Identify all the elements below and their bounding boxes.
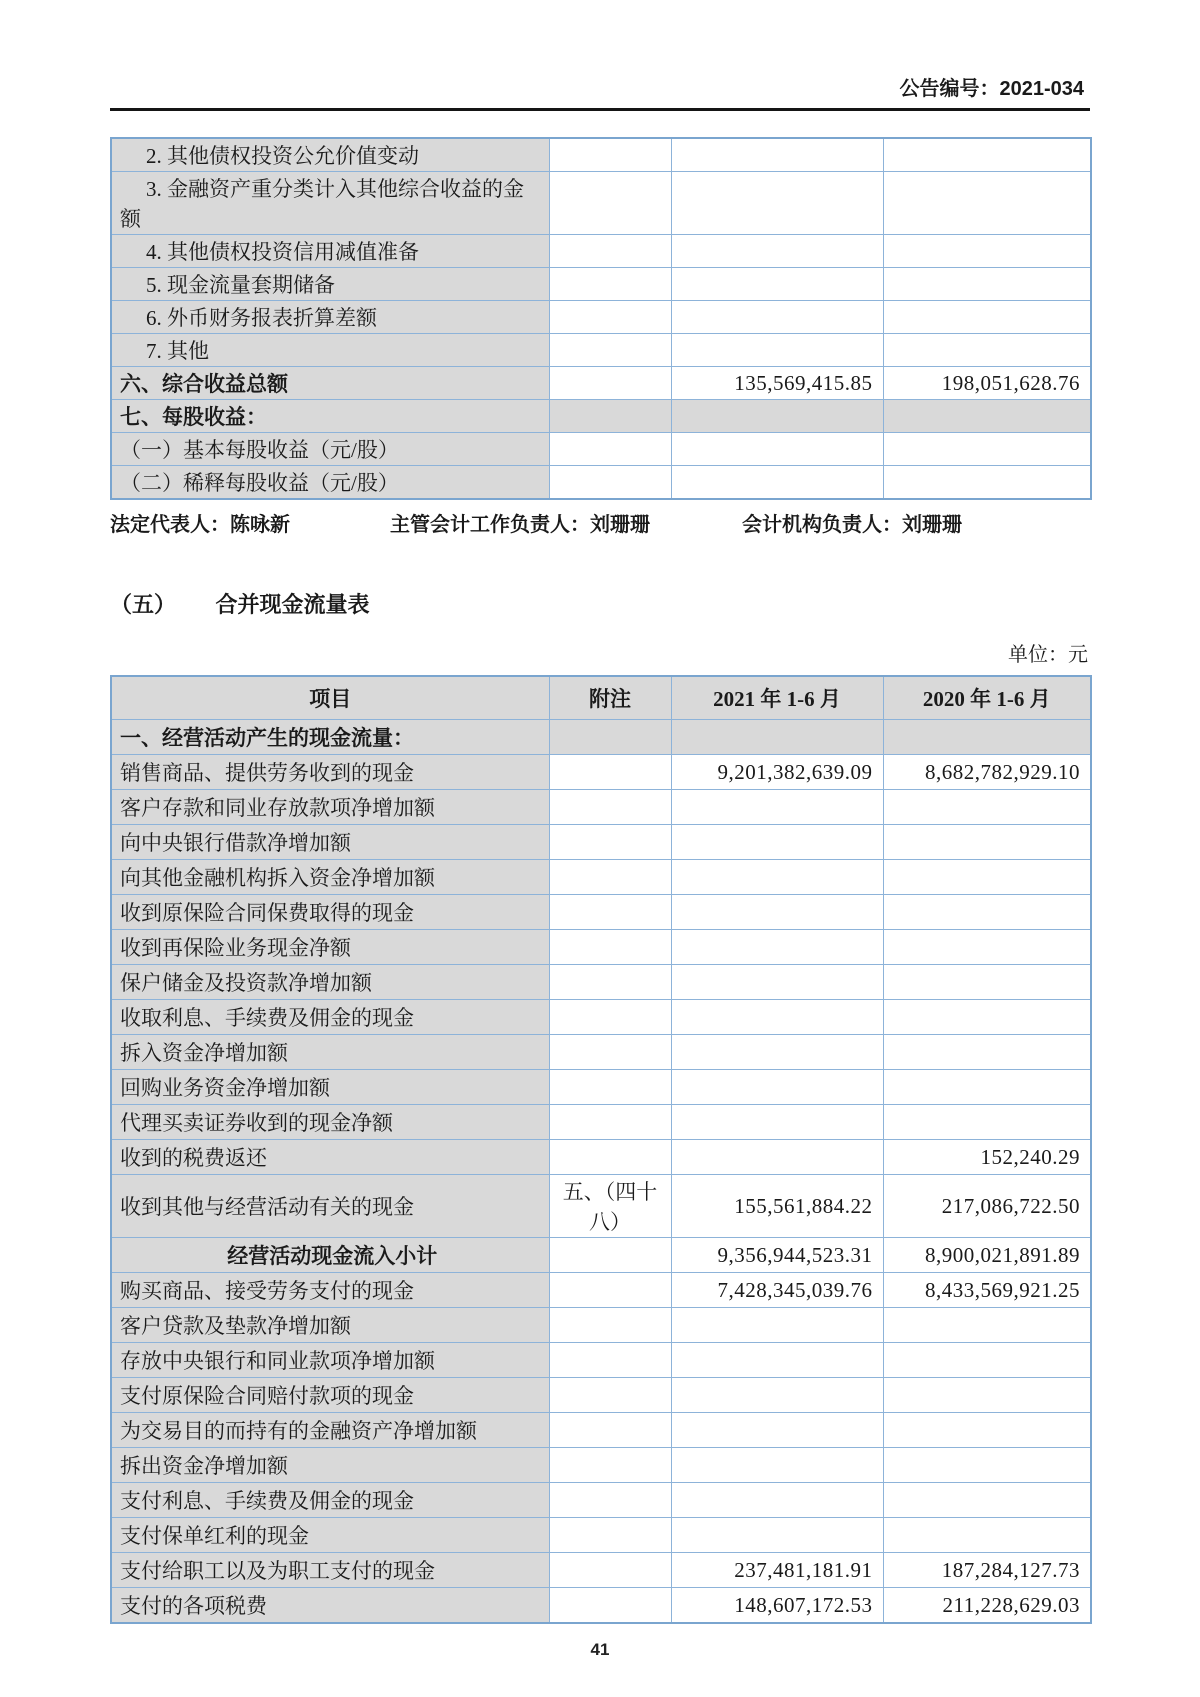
value-cell-2020: 217,086,722.50: [883, 1175, 1091, 1238]
value-cell-2020: 187,284,127.73: [883, 1553, 1091, 1588]
table-row: [111, 1588, 1091, 1624]
value-cell-2020: [883, 825, 1091, 860]
table-row: [111, 301, 1091, 334]
value-cell-2021: [671, 400, 883, 433]
value-cell-2021: [671, 930, 883, 965]
note-cell: [549, 466, 671, 500]
note-cell: [549, 1140, 671, 1175]
value-cell-2021: [671, 965, 883, 1000]
note-cell: [549, 895, 671, 930]
value-cell-2020: [883, 720, 1091, 755]
note-cell: [549, 965, 671, 1000]
note-cell: [549, 755, 671, 790]
unit-label: 单位：元: [1008, 644, 1088, 666]
value-cell-2021: [671, 235, 883, 268]
table-row: [111, 1105, 1091, 1140]
note-cell: [549, 400, 671, 433]
column-header: 项目: [111, 676, 549, 720]
note-cell: [549, 334, 671, 367]
value-cell-2020: [883, 965, 1091, 1000]
item-cell: （一）基本每股收益（元/股）: [111, 433, 549, 466]
note-cell: 五、（四十八）: [549, 1175, 671, 1238]
item-cell: 拆出资金净增加额: [111, 1448, 549, 1483]
value-cell-2020: [883, 1378, 1091, 1413]
note-cell: [549, 1343, 671, 1378]
value-cell-2021: [671, 433, 883, 466]
value-cell-2021: [671, 1413, 883, 1448]
value-cell-2020: [883, 138, 1091, 172]
section-title: [110, 590, 1090, 620]
value-cell-2021: [671, 1105, 883, 1140]
note-cell: [549, 172, 671, 235]
header-row: [111, 676, 1091, 720]
note-cell: [549, 720, 671, 755]
value-cell-2020: [883, 1035, 1091, 1070]
note-cell: [549, 1448, 671, 1483]
item-cell: 支付利息、手续费及佣金的现金: [111, 1483, 549, 1518]
value-cell-2021: 155,561,884.22: [671, 1175, 883, 1238]
value-cell-2020: 8,433,569,921.25: [883, 1273, 1091, 1308]
column-header: 2021 年 1-6 月: [671, 676, 883, 720]
value-cell-2020: [883, 1000, 1091, 1035]
value-cell-2020: 8,900,021,891.89: [883, 1238, 1091, 1273]
note-cell: [549, 367, 671, 400]
item-cell: 收到的税费返还: [111, 1140, 549, 1175]
value-cell-2020: [883, 235, 1091, 268]
note-cell: [549, 301, 671, 334]
item-cell: 拆入资金净增加额: [111, 1035, 549, 1070]
note-cell: [549, 1483, 671, 1518]
table-row: [111, 138, 1091, 172]
value-cell-2020: [883, 895, 1091, 930]
value-cell-2020: [883, 400, 1091, 433]
table-row: [111, 1035, 1091, 1070]
table-row: [111, 334, 1091, 367]
note-cell: [549, 138, 671, 172]
note-cell: [549, 825, 671, 860]
table-row: [111, 433, 1091, 466]
doc-header: [110, 72, 1090, 101]
note-cell: [549, 1413, 671, 1448]
table-row: [111, 1140, 1091, 1175]
item-cell: 向其他金融机构拆入资金净增加额: [111, 860, 549, 895]
item-cell: 支付保单红利的现金: [111, 1518, 549, 1553]
value-cell-2021: [671, 860, 883, 895]
item-cell: 为交易目的而持有的金融资产净增加额: [111, 1413, 549, 1448]
table-row: [111, 1000, 1091, 1035]
comprehensive-income-table: [110, 137, 1092, 500]
page-number: 41: [590, 1640, 610, 1659]
note-cell: [549, 790, 671, 825]
value-cell-2020: 198,051,628.76: [883, 367, 1091, 400]
item-cell: 7. 其他: [111, 334, 549, 367]
section-number: （五）: [110, 592, 177, 617]
item-cell: 保户储金及投资款净增加额: [111, 965, 549, 1000]
table-row: [111, 466, 1091, 500]
section-name: 合并现金流量表: [215, 592, 370, 617]
table-row: [111, 860, 1091, 895]
value-cell-2021: [671, 1070, 883, 1105]
note-cell: [549, 1378, 671, 1413]
value-cell-2020: [883, 1518, 1091, 1553]
note-cell: [549, 1588, 671, 1624]
value-cell-2020: [883, 433, 1091, 466]
table-row: [111, 790, 1091, 825]
table-row: [111, 1070, 1091, 1105]
note-cell: [549, 1105, 671, 1140]
table-row: [111, 1553, 1091, 1588]
note-cell: [549, 1035, 671, 1070]
item-cell: 代理买卖证券收到的现金净额: [111, 1105, 549, 1140]
table-row: [111, 930, 1091, 965]
value-cell-2020: 152,240.29: [883, 1140, 1091, 1175]
item-cell: 支付原保险合同赔付款项的现金: [111, 1378, 549, 1413]
value-cell-2021: 148,607,172.53: [671, 1588, 883, 1624]
table-row: [111, 1378, 1091, 1413]
item-cell: 购买商品、接受劳务支付的现金: [111, 1273, 549, 1308]
value-cell-2021: [671, 895, 883, 930]
value-cell-2020: [883, 334, 1091, 367]
item-cell: 6. 外币财务报表折算差额: [111, 301, 549, 334]
value-cell-2020: [883, 1448, 1091, 1483]
item-cell: 2. 其他债权投资公允价值变动: [111, 138, 549, 172]
table-row: [111, 1175, 1091, 1238]
value-cell-2020: [883, 301, 1091, 334]
note-cell: [549, 1273, 671, 1308]
value-cell-2021: [671, 790, 883, 825]
note-cell: [549, 1518, 671, 1553]
table-row: [111, 1518, 1091, 1553]
value-cell-2021: [671, 825, 883, 860]
value-cell-2021: [671, 1448, 883, 1483]
value-cell-2021: [671, 138, 883, 172]
value-cell-2020: 8,682,782,929.10: [883, 755, 1091, 790]
value-cell-2021: [671, 1140, 883, 1175]
column-header: 附注: [549, 676, 671, 720]
item-cell: 客户存款和同业存放款项净增加额: [111, 790, 549, 825]
table-row: [111, 895, 1091, 930]
value-cell-2021: [671, 301, 883, 334]
table-row: [111, 268, 1091, 301]
table-row: [111, 367, 1091, 400]
value-cell-2020: [883, 1483, 1091, 1518]
value-cell-2021: [671, 268, 883, 301]
item-cell: 一、经营活动产生的现金流量：: [111, 720, 549, 755]
value-cell-2021: 9,201,382,639.09: [671, 755, 883, 790]
note-cell: [549, 235, 671, 268]
value-cell-2021: 237,481,181.91: [671, 1553, 883, 1588]
value-cell-2020: [883, 1308, 1091, 1343]
announcement-number: 公告编号：2021-034: [899, 78, 1084, 100]
value-cell-2020: [883, 860, 1091, 895]
item-cell: 收到其他与经营活动有关的现金: [111, 1175, 549, 1238]
note-cell: [549, 860, 671, 895]
cash-flow-table: [110, 675, 1092, 1624]
value-cell-2020: [883, 790, 1091, 825]
value-cell-2021: [671, 1035, 883, 1070]
value-cell-2020: [883, 1343, 1091, 1378]
table-row: [111, 1308, 1091, 1343]
legal-representative: 法定代表人：陈咏新: [110, 514, 290, 536]
note-cell: [549, 1553, 671, 1588]
item-cell: （二）稀释每股收益（元/股）: [111, 466, 549, 500]
value-cell-2020: [883, 1105, 1091, 1140]
note-cell: [549, 1238, 671, 1273]
value-cell-2020: [883, 172, 1091, 235]
note-cell: [549, 1308, 671, 1343]
header-rule: [110, 108, 1090, 111]
value-cell-2020: [883, 466, 1091, 500]
item-cell: 经营活动现金流入小计: [111, 1238, 549, 1273]
value-cell-2020: [883, 930, 1091, 965]
item-cell: 收到再保险业务现金净额: [111, 930, 549, 965]
table-row: [111, 1273, 1091, 1308]
table-row: [111, 172, 1091, 235]
item-cell: 客户贷款及垫款净增加额: [111, 1308, 549, 1343]
table-row: [111, 825, 1091, 860]
head-of-accounting-body: 会计机构负责人：刘珊珊: [742, 514, 962, 536]
table-row: [111, 720, 1091, 755]
item-cell: 六、综合收益总额: [111, 367, 549, 400]
note-cell: [549, 1000, 671, 1035]
item-cell: 存放中央银行和同业款项净增加额: [111, 1343, 549, 1378]
note-cell: [549, 1070, 671, 1105]
value-cell-2020: [883, 1413, 1091, 1448]
value-cell-2021: 135,569,415.85: [671, 367, 883, 400]
item-cell: 收到原保险合同保费取得的现金: [111, 895, 549, 930]
note-cell: [549, 930, 671, 965]
value-cell-2021: [671, 1343, 883, 1378]
value-cell-2020: [883, 268, 1091, 301]
item-cell: 七、每股收益：: [111, 400, 549, 433]
table-row: [111, 755, 1091, 790]
chief-of-accounting-work: 主管会计工作负责人：刘珊珊: [390, 514, 650, 536]
item-cell: 收取利息、手续费及佣金的现金: [111, 1000, 549, 1035]
table-row: [111, 965, 1091, 1000]
note-cell: [549, 268, 671, 301]
value-cell-2021: [671, 1308, 883, 1343]
table-row: [111, 1483, 1091, 1518]
value-cell-2021: [671, 1000, 883, 1035]
item-cell: 5. 现金流量套期储备: [111, 268, 549, 301]
table-row: [111, 1343, 1091, 1378]
value-cell-2021: [671, 1518, 883, 1553]
value-cell-2021: [671, 720, 883, 755]
item-cell: 3. 金融资产重分类计入其他综合收益的金额: [111, 172, 549, 235]
table-row: [111, 400, 1091, 433]
item-cell: 支付给职工以及为职工支付的现金: [111, 1553, 549, 1588]
item-cell: 4. 其他债权投资信用减值准备: [111, 235, 549, 268]
value-cell-2021: [671, 334, 883, 367]
note-cell: [549, 433, 671, 466]
value-cell-2021: [671, 1378, 883, 1413]
table-row: [111, 1448, 1091, 1483]
value-cell-2020: [883, 1070, 1091, 1105]
item-cell: 向中央银行借款净增加额: [111, 825, 549, 860]
column-header: 2020 年 1-6 月: [883, 676, 1091, 720]
document-page: [110, 0, 1090, 1660]
value-cell-2021: 9,356,944,523.31: [671, 1238, 883, 1273]
item-cell: 支付的各项税费: [111, 1588, 549, 1624]
value-cell-2021: 7,428,345,039.76: [671, 1273, 883, 1308]
item-cell: 回购业务资金净增加额: [111, 1070, 549, 1105]
table-row: [111, 235, 1091, 268]
table-row: [111, 1413, 1091, 1448]
value-cell-2020: 211,228,629.03: [883, 1588, 1091, 1624]
value-cell-2021: [671, 1483, 883, 1518]
value-cell-2021: [671, 466, 883, 500]
value-cell-2021: [671, 172, 883, 235]
item-cell: 销售商品、提供劳务收到的现金: [111, 755, 549, 790]
signature-line: [110, 510, 1090, 540]
table-row: [111, 1238, 1091, 1273]
